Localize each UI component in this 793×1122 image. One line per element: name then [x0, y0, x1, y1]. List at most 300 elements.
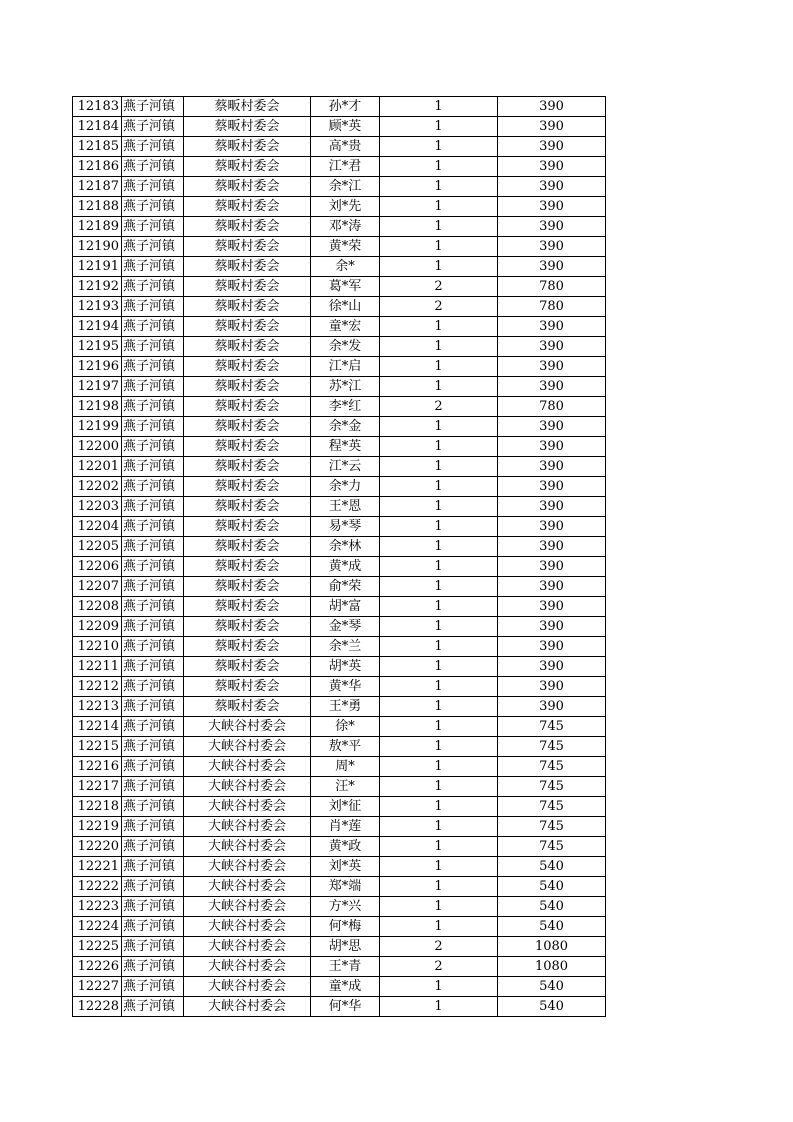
table-row [73, 917, 606, 937]
amount-cell: 390 [498, 497, 606, 517]
amount-cell: 390 [498, 237, 606, 257]
table-row [73, 657, 606, 677]
amount-cell: 745 [498, 737, 606, 757]
count-cell: 2 [380, 397, 498, 417]
village-committee-cell: 蔡畈村委会 [184, 637, 311, 657]
table-row [73, 117, 606, 137]
row-number-cell: 12217 [73, 777, 122, 797]
row-number-cell: 12219 [73, 817, 122, 837]
name-cell: 余*力 [311, 477, 380, 497]
name-cell: 余* [311, 257, 380, 277]
table-row [73, 517, 606, 537]
table-row [73, 157, 606, 177]
amount-cell: 390 [498, 597, 606, 617]
village-committee-cell: 蔡畈村委会 [184, 377, 311, 397]
village-committee-cell: 蔡畈村委会 [184, 297, 311, 317]
town-cell: 燕子河镇 [122, 657, 184, 677]
table-row [73, 437, 606, 457]
count-cell: 1 [380, 757, 498, 777]
town-cell: 燕子河镇 [122, 497, 184, 517]
amount-cell: 745 [498, 777, 606, 797]
town-cell: 燕子河镇 [122, 217, 184, 237]
town-cell: 燕子河镇 [122, 677, 184, 697]
table-row [73, 457, 606, 477]
village-committee-cell: 大峡谷村委会 [184, 777, 311, 797]
row-number-cell: 12213 [73, 697, 122, 717]
table-row [73, 997, 606, 1017]
row-number-cell: 12199 [73, 417, 122, 437]
name-cell: 俞*荣 [311, 577, 380, 597]
row-number-cell: 12189 [73, 217, 122, 237]
amount-cell: 390 [498, 457, 606, 477]
name-cell: 苏*江 [311, 377, 380, 397]
town-cell: 燕子河镇 [122, 697, 184, 717]
row-number-cell: 12206 [73, 557, 122, 577]
village-committee-cell: 蔡畈村委会 [184, 517, 311, 537]
count-cell: 1 [380, 537, 498, 557]
town-cell: 燕子河镇 [122, 777, 184, 797]
amount-cell: 390 [498, 217, 606, 237]
count-cell: 2 [380, 937, 498, 957]
row-number-cell: 12194 [73, 317, 122, 337]
row-number-cell: 12205 [73, 537, 122, 557]
village-committee-cell: 蔡畈村委会 [184, 137, 311, 157]
count-cell: 1 [380, 697, 498, 717]
village-committee-cell: 蔡畈村委会 [184, 117, 311, 137]
town-cell: 燕子河镇 [122, 717, 184, 737]
count-cell: 1 [380, 357, 498, 377]
table-row [73, 497, 606, 517]
amount-cell: 390 [498, 677, 606, 697]
town-cell: 燕子河镇 [122, 917, 184, 937]
count-cell: 1 [380, 117, 498, 137]
count-cell: 1 [380, 997, 498, 1017]
amount-cell: 1080 [498, 937, 606, 957]
name-cell: 王*青 [311, 957, 380, 977]
table-row [73, 397, 606, 417]
village-committee-cell: 蔡畈村委会 [184, 677, 311, 697]
table-row [73, 617, 606, 637]
count-cell: 1 [380, 797, 498, 817]
table-row [73, 717, 606, 737]
row-number-cell: 12224 [73, 917, 122, 937]
town-cell: 燕子河镇 [122, 237, 184, 257]
amount-cell: 745 [498, 757, 606, 777]
village-committee-cell: 大峡谷村委会 [184, 937, 311, 957]
town-cell: 燕子河镇 [122, 317, 184, 337]
row-number-cell: 12222 [73, 877, 122, 897]
table-row [73, 377, 606, 397]
town-cell: 燕子河镇 [122, 597, 184, 617]
name-cell: 敖*平 [311, 737, 380, 757]
row-number-cell: 12223 [73, 897, 122, 917]
town-cell: 燕子河镇 [122, 937, 184, 957]
amount-cell: 390 [498, 437, 606, 457]
name-cell: 余*兰 [311, 637, 380, 657]
table-row [73, 337, 606, 357]
town-cell: 燕子河镇 [122, 457, 184, 477]
town-cell: 燕子河镇 [122, 197, 184, 217]
count-cell: 1 [380, 557, 498, 577]
amount-cell: 390 [498, 177, 606, 197]
row-number-cell: 12216 [73, 757, 122, 777]
name-cell: 何*华 [311, 997, 380, 1017]
town-cell: 燕子河镇 [122, 117, 184, 137]
village-committee-cell: 大峡谷村委会 [184, 857, 311, 877]
table-row [73, 877, 606, 897]
name-cell: 刘*英 [311, 857, 380, 877]
name-cell: 徐* [311, 717, 380, 737]
amount-cell: 390 [498, 577, 606, 597]
village-committee-cell: 蔡畈村委会 [184, 437, 311, 457]
count-cell: 1 [380, 597, 498, 617]
count-cell: 1 [380, 377, 498, 397]
amount-cell: 390 [498, 537, 606, 557]
town-cell: 燕子河镇 [122, 557, 184, 577]
count-cell: 1 [380, 177, 498, 197]
name-cell: 刘*先 [311, 197, 380, 217]
table-row [73, 477, 606, 497]
village-committee-cell: 蔡畈村委会 [184, 577, 311, 597]
village-committee-cell: 蔡畈村委会 [184, 337, 311, 357]
name-cell: 王*勇 [311, 697, 380, 717]
name-cell: 余*金 [311, 417, 380, 437]
name-cell: 刘*征 [311, 797, 380, 817]
amount-cell: 780 [498, 297, 606, 317]
count-cell: 1 [380, 217, 498, 237]
row-number-cell: 12209 [73, 617, 122, 637]
amount-cell: 390 [498, 377, 606, 397]
name-cell: 肖*莲 [311, 817, 380, 837]
row-number-cell: 12211 [73, 657, 122, 677]
amount-cell: 745 [498, 797, 606, 817]
row-number-cell: 12187 [73, 177, 122, 197]
village-committee-cell: 蔡畈村委会 [184, 197, 311, 217]
amount-cell: 390 [498, 257, 606, 277]
amount-cell: 390 [498, 97, 606, 117]
amount-cell: 390 [498, 117, 606, 137]
village-committee-cell: 大峡谷村委会 [184, 797, 311, 817]
village-committee-cell: 大峡谷村委会 [184, 877, 311, 897]
name-cell: 邓*涛 [311, 217, 380, 237]
row-number-cell: 12190 [73, 237, 122, 257]
row-number-cell: 12208 [73, 597, 122, 617]
town-cell: 燕子河镇 [122, 897, 184, 917]
amount-cell: 390 [498, 657, 606, 677]
village-committee-cell: 大峡谷村委会 [184, 757, 311, 777]
town-cell: 燕子河镇 [122, 817, 184, 837]
village-committee-cell: 蔡畈村委会 [184, 177, 311, 197]
row-number-cell: 12221 [73, 857, 122, 877]
count-cell: 1 [380, 497, 498, 517]
village-committee-cell: 蔡畈村委会 [184, 597, 311, 617]
table-row [73, 897, 606, 917]
count-cell: 1 [380, 577, 498, 597]
amount-cell: 780 [498, 397, 606, 417]
village-committee-cell: 蔡畈村委会 [184, 257, 311, 277]
village-committee-cell: 蔡畈村委会 [184, 557, 311, 577]
amount-cell: 540 [498, 857, 606, 877]
name-cell: 周* [311, 757, 380, 777]
row-number-cell: 12226 [73, 957, 122, 977]
count-cell: 1 [380, 917, 498, 937]
town-cell: 燕子河镇 [122, 97, 184, 117]
village-committee-cell: 蔡畈村委会 [184, 157, 311, 177]
count-cell: 1 [380, 437, 498, 457]
village-committee-cell: 大峡谷村委会 [184, 897, 311, 917]
table-row [73, 277, 606, 297]
amount-cell: 1080 [498, 957, 606, 977]
count-cell: 1 [380, 97, 498, 117]
row-number-cell: 12214 [73, 717, 122, 737]
village-committee-cell: 蔡畈村委会 [184, 417, 311, 437]
name-cell: 金*琴 [311, 617, 380, 637]
name-cell: 黄*成 [311, 557, 380, 577]
count-cell: 1 [380, 737, 498, 757]
town-cell: 燕子河镇 [122, 417, 184, 437]
village-committee-cell: 蔡畈村委会 [184, 657, 311, 677]
town-cell: 燕子河镇 [122, 577, 184, 597]
count-cell: 1 [380, 677, 498, 697]
village-committee-cell: 大峡谷村委会 [184, 977, 311, 997]
row-number-cell: 12191 [73, 257, 122, 277]
count-cell: 2 [380, 957, 498, 977]
row-number-cell: 12203 [73, 497, 122, 517]
name-cell: 程*英 [311, 437, 380, 457]
name-cell: 葛*军 [311, 277, 380, 297]
village-committee-cell: 蔡畈村委会 [184, 497, 311, 517]
row-number-cell: 12228 [73, 997, 122, 1017]
name-cell: 童*成 [311, 977, 380, 997]
village-committee-cell: 蔡畈村委会 [184, 477, 311, 497]
table-row [73, 597, 606, 617]
village-committee-cell: 大峡谷村委会 [184, 737, 311, 757]
amount-cell: 540 [498, 997, 606, 1017]
village-committee-cell: 大峡谷村委会 [184, 717, 311, 737]
amount-cell: 390 [498, 197, 606, 217]
row-number-cell: 12212 [73, 677, 122, 697]
town-cell: 燕子河镇 [122, 797, 184, 817]
row-number-cell: 12192 [73, 277, 122, 297]
name-cell: 黄*政 [311, 837, 380, 857]
count-cell: 1 [380, 777, 498, 797]
name-cell: 徐*山 [311, 297, 380, 317]
village-committee-cell: 蔡畈村委会 [184, 457, 311, 477]
village-committee-cell: 蔡畈村委会 [184, 697, 311, 717]
town-cell: 燕子河镇 [122, 297, 184, 317]
table-row [73, 697, 606, 717]
village-committee-cell: 蔡畈村委会 [184, 617, 311, 637]
table-row [73, 797, 606, 817]
count-cell: 1 [380, 317, 498, 337]
count-cell: 2 [380, 277, 498, 297]
amount-cell: 390 [498, 357, 606, 377]
row-number-cell: 12227 [73, 977, 122, 997]
row-number-cell: 12185 [73, 137, 122, 157]
amount-cell: 390 [498, 137, 606, 157]
town-cell: 燕子河镇 [122, 437, 184, 457]
count-cell: 1 [380, 857, 498, 877]
amount-cell: 390 [498, 557, 606, 577]
amount-cell: 540 [498, 877, 606, 897]
table-row [73, 177, 606, 197]
town-cell: 燕子河镇 [122, 277, 184, 297]
table-row [73, 197, 606, 217]
town-cell: 燕子河镇 [122, 857, 184, 877]
village-committee-cell: 蔡畈村委会 [184, 217, 311, 237]
name-cell: 汪* [311, 777, 380, 797]
name-cell: 余*林 [311, 537, 380, 557]
amount-cell: 745 [498, 717, 606, 737]
count-cell: 2 [380, 297, 498, 317]
name-cell: 易*琴 [311, 517, 380, 537]
village-committee-cell: 大峡谷村委会 [184, 997, 311, 1017]
name-cell: 方*兴 [311, 897, 380, 917]
count-cell: 1 [380, 457, 498, 477]
village-committee-cell: 大峡谷村委会 [184, 917, 311, 937]
town-cell: 燕子河镇 [122, 157, 184, 177]
town-cell: 燕子河镇 [122, 837, 184, 857]
data-table [72, 96, 606, 1017]
count-cell: 1 [380, 877, 498, 897]
town-cell: 燕子河镇 [122, 637, 184, 657]
table-row [73, 957, 606, 977]
table-row [73, 297, 606, 317]
row-number-cell: 12196 [73, 357, 122, 377]
count-cell: 1 [380, 637, 498, 657]
name-cell: 顾*英 [311, 117, 380, 137]
count-cell: 1 [380, 657, 498, 677]
table-row [73, 937, 606, 957]
table-row [73, 537, 606, 557]
row-number-cell: 12188 [73, 197, 122, 217]
table-row [73, 357, 606, 377]
amount-cell: 390 [498, 517, 606, 537]
amount-cell: 390 [498, 417, 606, 437]
town-cell: 燕子河镇 [122, 517, 184, 537]
count-cell: 1 [380, 717, 498, 737]
name-cell: 余*江 [311, 177, 380, 197]
table-row [73, 737, 606, 757]
amount-cell: 390 [498, 317, 606, 337]
village-committee-cell: 蔡畈村委会 [184, 277, 311, 297]
count-cell: 1 [380, 237, 498, 257]
town-cell: 燕子河镇 [122, 397, 184, 417]
amount-cell: 390 [498, 337, 606, 357]
village-committee-cell: 蔡畈村委会 [184, 357, 311, 377]
row-number-cell: 12210 [73, 637, 122, 657]
amount-cell: 390 [498, 637, 606, 657]
name-cell: 余*发 [311, 337, 380, 357]
name-cell: 何*梅 [311, 917, 380, 937]
town-cell: 燕子河镇 [122, 257, 184, 277]
row-number-cell: 12204 [73, 517, 122, 537]
table-row [73, 777, 606, 797]
count-cell: 1 [380, 417, 498, 437]
name-cell: 王*恩 [311, 497, 380, 517]
table-row [73, 837, 606, 857]
row-number-cell: 12198 [73, 397, 122, 417]
table-row [73, 257, 606, 277]
village-committee-cell: 蔡畈村委会 [184, 537, 311, 557]
town-cell: 燕子河镇 [122, 337, 184, 357]
name-cell: 黄*荣 [311, 237, 380, 257]
town-cell: 燕子河镇 [122, 477, 184, 497]
row-number-cell: 12195 [73, 337, 122, 357]
amount-cell: 780 [498, 277, 606, 297]
row-number-cell: 12200 [73, 437, 122, 457]
row-number-cell: 12202 [73, 477, 122, 497]
count-cell: 1 [380, 837, 498, 857]
village-committee-cell: 蔡畈村委会 [184, 237, 311, 257]
amount-cell: 540 [498, 917, 606, 937]
village-committee-cell: 蔡畈村委会 [184, 397, 311, 417]
row-number-cell: 12197 [73, 377, 122, 397]
town-cell: 燕子河镇 [122, 357, 184, 377]
town-cell: 燕子河镇 [122, 877, 184, 897]
name-cell: 童*宏 [311, 317, 380, 337]
town-cell: 燕子河镇 [122, 137, 184, 157]
table-row [73, 217, 606, 237]
town-cell: 燕子河镇 [122, 977, 184, 997]
amount-cell: 745 [498, 817, 606, 837]
town-cell: 燕子河镇 [122, 757, 184, 777]
name-cell: 江*启 [311, 357, 380, 377]
table-body [73, 97, 606, 1017]
row-number-cell: 12220 [73, 837, 122, 857]
row-number-cell: 12215 [73, 737, 122, 757]
count-cell: 1 [380, 817, 498, 837]
table-row [73, 577, 606, 597]
name-cell: 李*红 [311, 397, 380, 417]
count-cell: 1 [380, 197, 498, 217]
row-number-cell: 12225 [73, 937, 122, 957]
table-row [73, 977, 606, 997]
name-cell: 江*云 [311, 457, 380, 477]
town-cell: 燕子河镇 [122, 617, 184, 637]
name-cell: 孙*才 [311, 97, 380, 117]
table-row [73, 757, 606, 777]
table-row [73, 557, 606, 577]
table-row [73, 677, 606, 697]
count-cell: 1 [380, 897, 498, 917]
amount-cell: 745 [498, 837, 606, 857]
table-row [73, 857, 606, 877]
count-cell: 1 [380, 977, 498, 997]
village-committee-cell: 蔡畈村委会 [184, 97, 311, 117]
village-committee-cell: 大峡谷村委会 [184, 817, 311, 837]
village-committee-cell: 大峡谷村委会 [184, 957, 311, 977]
amount-cell: 390 [498, 157, 606, 177]
name-cell: 胡*英 [311, 657, 380, 677]
name-cell: 高*贵 [311, 137, 380, 157]
town-cell: 燕子河镇 [122, 957, 184, 977]
row-number-cell: 12207 [73, 577, 122, 597]
row-number-cell: 12193 [73, 297, 122, 317]
amount-cell: 540 [498, 977, 606, 997]
count-cell: 1 [380, 137, 498, 157]
name-cell: 江*君 [311, 157, 380, 177]
table-row [73, 137, 606, 157]
town-cell: 燕子河镇 [122, 377, 184, 397]
count-cell: 1 [380, 257, 498, 277]
table-row [73, 637, 606, 657]
town-cell: 燕子河镇 [122, 997, 184, 1017]
row-number-cell: 12186 [73, 157, 122, 177]
count-cell: 1 [380, 517, 498, 537]
name-cell: 胡*富 [311, 597, 380, 617]
amount-cell: 390 [498, 697, 606, 717]
